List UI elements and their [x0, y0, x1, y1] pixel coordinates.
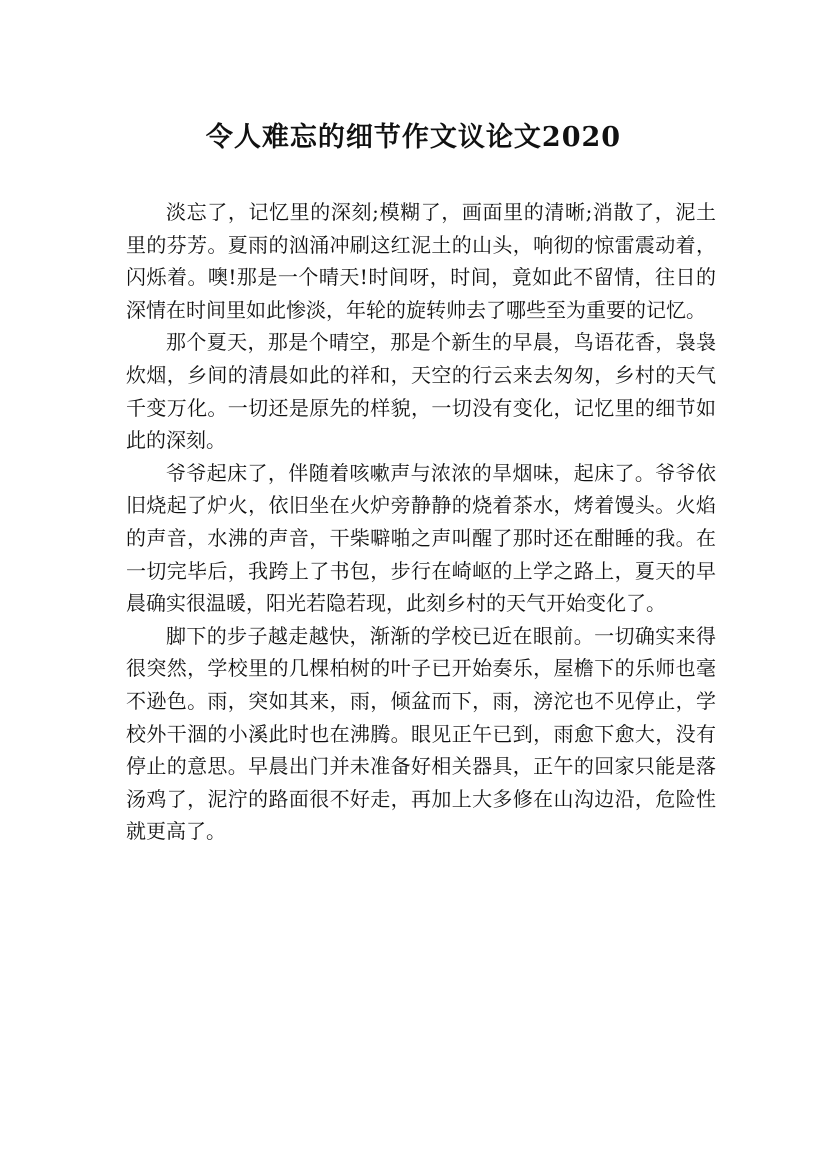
document-body	[126, 196, 716, 848]
paragraph: 那个夏天，那是个晴空，那是个新生的早晨，鸟语花香，袅袅炊烟，乡间的清晨如此的祥和，天空的行云来去匆匆，乡村的天气千变万化。一切还是原先的样貌，一切没有变化，记忆里的细节如此的深刻。	[126, 330, 716, 453]
paragraph: 淡忘了，记忆里的深刻;模糊了，画面里的清晰;消散了，泥土里的芬芳。夏雨的汹涌冲刷这红泥土的山头，响彻的惊雷震动着，闪烁着。噢!那是一个晴天!时间呀，时间，竟如此不留情，往日的深情在时间里如此惨淡，年轮的旋转帅去了哪些至为重要的记忆。	[126, 200, 716, 322]
paragraph: 脚下的步子越走越快，渐渐的学校已近在眼前。一切确实来得很突然，学校里的几棵柏树的叶子已开始奏乐，屋檐下的乐师也毫不逊色。雨，突如其来，雨，倾盆而下，雨，滂沱也不见停止，学校外干涸的小溪此时也在沸腾。眼见正午已到，雨愈下愈大，没有停止的意思。早晨出门并未准备好相关器具，正午的回家只能是落汤鸡了，泥泞的路面很不好走，再加上大多修在山沟边沿，危险性就更高了。	[126, 623, 716, 844]
document-title: 令人难忘的细节作文议论文2020	[205, 122, 622, 154]
paragraph: 爷爷起床了，伴随着咳嗽声与浓浓的旱烟味，起床了。爷爷依旧烧起了炉火，依旧坐在火炉旁静静的烧着茶水，烤着馒头。火焰的声音，水沸的声音，干柴噼啪之声叫醒了那时还在酣睡的我。在一切完毕后，我跨上了书包，步行在崎岖的上学之路上，夏天的早晨确实很温暖，阳光若隐若现，此刻乡村的天气开始变化了。	[126, 460, 716, 616]
